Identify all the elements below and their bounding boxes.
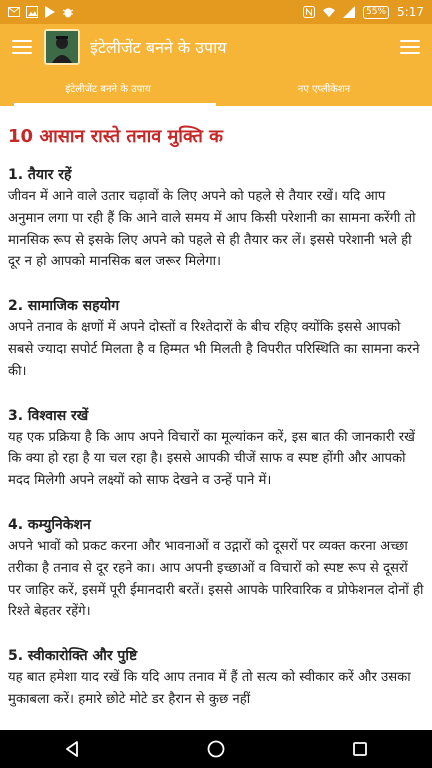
section-body: यह एक प्रक्रिया है कि आप अपने विचारों का मूल्यांकन करें, इस बात की जानकारी रखें कि क्या हो रहा है या चल रहा है। इससे आपकी चीजें साफ व स्पष्ट होंगी और आपको मदद मिलेगी अपने लक्ष्यों को साफ देखने व उन्हें पाने में।: [8, 429, 415, 489]
section-body: अपने भावों को प्रकट करना और भावनाओं व उद्गारों को दूसरों पर व्यक्त करना अच्छा तरीका है तनाव से दूर रहने का। आप अपनी इच्छाओं व विचारों को स्पष्ट रूप से दूसरों पर जाहिर करें, इसमें पूरी ईमानदारी बरतें। इससे आपके पारिवारिक व प्रोफेशनल दोनों ही रिश्ते बेहतर रहेंगे।: [8, 538, 424, 620]
section-body: अपने तनाव के क्षणों में अपने दोस्तों व रिश्तेदारों के बीच रहिए क्योंकि इससे आपको सबसे ज्यादा सपोर्ट मिलता है व हिम्मत भी मिलती है विपरीत परिस्थिति का सामना करने की।: [8, 320, 420, 379]
tab-new-applications[interactable]: [216, 70, 432, 106]
tab-bar: [0, 70, 432, 106]
wifi-icon: [323, 6, 335, 18]
back-triangle-icon: [64, 741, 80, 757]
status-bar: [0, 0, 432, 24]
mail-icon: [8, 6, 20, 18]
system-icons: [303, 5, 424, 19]
play-icon: [44, 6, 56, 18]
article-heading: 10 आसान रास्ते तनाव मुक्ति क: [8, 126, 223, 147]
app-title: इंटेलीजेंट बनने के उपाय: [90, 38, 227, 57]
notification-icons: [8, 6, 74, 18]
recents-square-icon: [353, 742, 367, 756]
section-body: जीवन में आने वाले उतार चढ़ावों के लिए अपने को पहले से तैयार रखें। यदि आप अनुमान लगा पा रही हैं कि आने वाले समय में आप किसी परेशानी का सामना करेंगी तो मानसिक रूप से इसके लिए अपने को पहले से ही तैयार कर लें। इससे परेशानी भले ही दूर न हो आपको मानसिक बल जरूर मिलेगा।: [8, 189, 416, 270]
hamburger-icon: [12, 40, 32, 54]
section-title: 1. तैयार रहें: [8, 167, 72, 183]
article-section: [8, 645, 424, 711]
system-nav-bar: [0, 730, 432, 768]
clock: 5:17: [397, 5, 424, 19]
section-title: 5. स्वीकारोक्ति और पुष्टि: [8, 648, 138, 665]
section-title: 3. विश्वास रखें: [8, 407, 89, 424]
recents-button[interactable]: [340, 730, 380, 768]
app-bar: [0, 24, 432, 70]
article-content[interactable]: [0, 106, 432, 730]
signal-icon: [343, 6, 355, 18]
overflow-menu-button[interactable]: [400, 24, 420, 70]
article-section: [8, 164, 424, 273]
section-title: 2. सामाजिक सहयोग: [8, 298, 120, 315]
article-section: [8, 295, 424, 382]
back-button[interactable]: [52, 730, 92, 768]
home-button[interactable]: [196, 730, 236, 768]
tab-intelligent-tips[interactable]: [0, 70, 216, 106]
nav-drawer-button[interactable]: [0, 24, 44, 70]
battery-icon: 55%: [363, 6, 389, 19]
section-title: 4. कम्युनिकेशन: [8, 516, 91, 533]
home-circle-icon: [207, 740, 225, 758]
image-icon: [26, 6, 38, 18]
tab-label: इंटेलीजेंट बनने के उपाय: [65, 84, 151, 95]
app-logo: [44, 29, 80, 65]
article-section: [8, 405, 424, 492]
nfc-icon: [303, 6, 315, 18]
tab-label: नए एप्लीकेशन: [297, 84, 351, 95]
article-section: [8, 514, 424, 623]
bug-icon: [62, 6, 74, 18]
section-body: यह बात हमेशा याद रखें कि यदि आप तनाव में हैं तो सत्य को स्वीकार करें और उसका मुकाबला करें। हमारे छोटे मोटे डर हैरान से कुछ नहीं: [8, 670, 411, 707]
hamburger-icon: [400, 40, 420, 54]
